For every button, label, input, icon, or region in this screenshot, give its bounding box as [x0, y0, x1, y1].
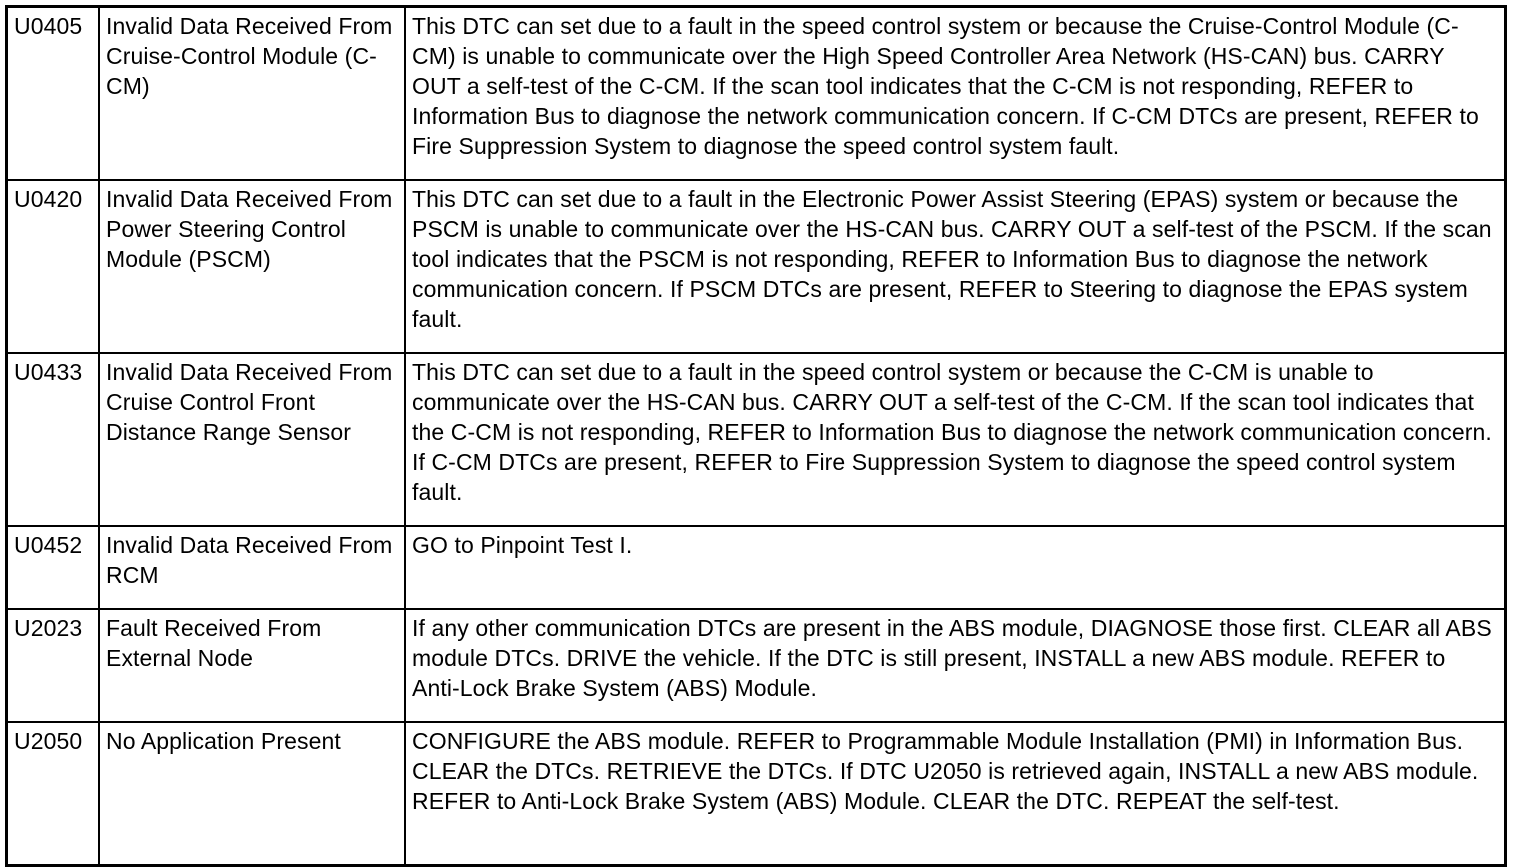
table-row [7, 353, 1506, 526]
dtc-description: Invalid Data Received From Cruise-Control Module (C-CM) [99, 7, 405, 181]
dtc-table [5, 5, 1507, 867]
table-row [7, 7, 1506, 181]
dtc-action: This DTC can set due to a fault in the speed control system or because the C-CM is unable to communicate over the HS-CAN bus. CARRY OUT a self-test of the C-CM. If the scan tool indicates that the C-CM is not responding, REFER to Information Bus to diagnose the network communication concern. If C-CM DTCs are present, REFER to Fire Suppression System to diagnose the speed control system fault. [405, 353, 1506, 526]
dtc-description: Invalid Data Received From Cruise Control Front Distance Range Sensor [99, 353, 405, 526]
dtc-description: Invalid Data Received From Power Steering Control Module (PSCM) [99, 180, 405, 353]
dtc-description: Fault Received From External Node [99, 609, 405, 722]
dtc-code: U2050 [7, 722, 100, 866]
dtc-code: U0420 [7, 180, 100, 353]
table-row [7, 180, 1506, 353]
dtc-action: This DTC can set due to a fault in the Electronic Power Assist Steering (EPAS) system or because the PSCM is unable to communicate over the HS-CAN bus. CARRY OUT a self-test of the PSCM. If the scan tool indicates that the PSCM is not responding, REFER to Information Bus to diagnose the network communication concern. If PSCM DTCs are present, REFER to Steering to diagnose the EPAS system fault. [405, 180, 1506, 353]
dtc-description: No Application Present [99, 722, 405, 866]
dtc-action: GO to Pinpoint Test I. [405, 526, 1506, 609]
dtc-description: Invalid Data Received From RCM [99, 526, 405, 609]
dtc-action: This DTC can set due to a fault in the speed control system or because the Cruise-Control Module (C-CM) is unable to communicate over the High Speed Controller Area Network (HS-CAN) bus. CARRY OUT a self-test of the C-CM. If the scan tool indicates that the C-CM is not responding, REFER to Information Bus to diagnose the network communication concern. If C-CM DTCs are present, REFER to Fire Suppression System to diagnose the speed control system fault. [405, 7, 1506, 181]
table-row [7, 526, 1506, 609]
dtc-action: If any other communication DTCs are present in the ABS module, DIAGNOSE those first. CLEAR all ABS module DTCs. DRIVE the vehicle. If the DTC is still present, INSTALL a new ABS module. REFER to Anti-Lock Brake System (ABS) Module. [405, 609, 1506, 722]
dtc-code: U2023 [7, 609, 100, 722]
dtc-code: U0405 [7, 7, 100, 181]
dtc-action: CONFIGURE the ABS module. REFER to Programmable Module Installation (PMI) in Information Bus. CLEAR the DTCs. RETRIEVE the DTCs. If DTC U2050 is retrieved again, INSTALL a new ABS module. REFER to Anti-Lock Brake System (ABS) Module. CLEAR the DTC. REPEAT the self-test. [405, 722, 1506, 866]
dtc-code: U0452 [7, 526, 100, 609]
dtc-code: U0433 [7, 353, 100, 526]
table-row [7, 609, 1506, 722]
table-row [7, 722, 1506, 866]
